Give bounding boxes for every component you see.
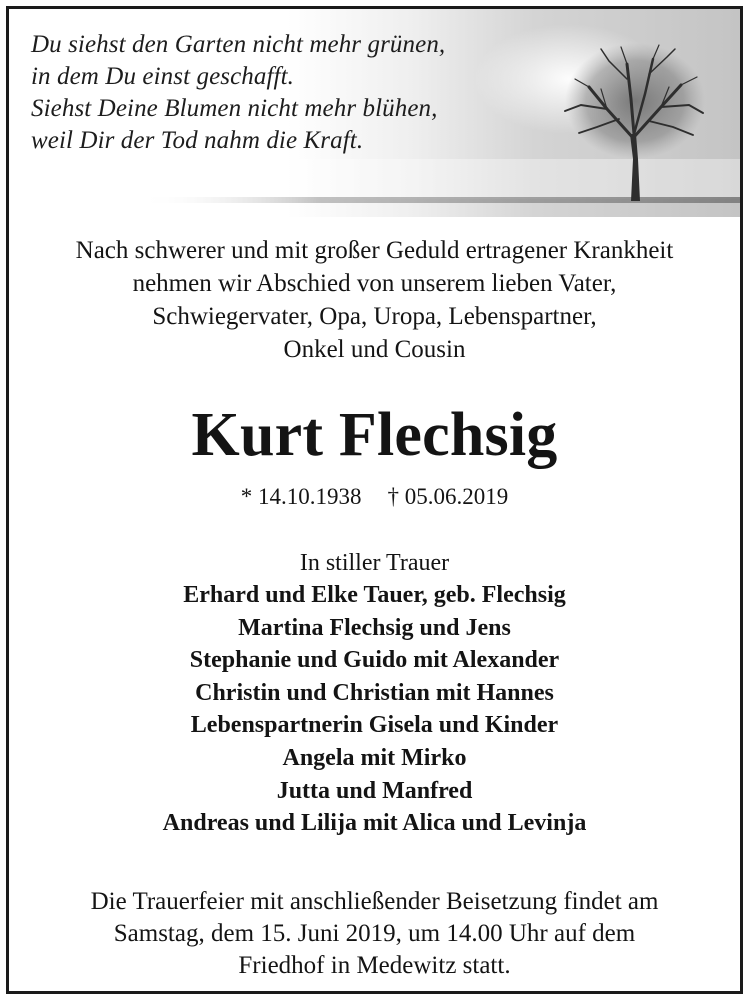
service-line: Samstag, dem 15. Juni 2019, um 14.00 Uhr auf dem bbox=[113, 920, 636, 947]
service-line: Die Trauerfeier mit anschließender Beisetzung findet am bbox=[90, 888, 659, 915]
deceased-name: Kurt Flechsig bbox=[191, 401, 558, 469]
poem-line: in dem Du einst geschafft. bbox=[31, 63, 294, 90]
death-date: † 05.06.2019 bbox=[387, 484, 509, 509]
mourner-name: Angela mit Mirko bbox=[282, 744, 467, 771]
header-banner bbox=[9, 9, 740, 217]
service-line: Friedhof in Medewitz statt. bbox=[238, 952, 511, 979]
mourner-name: Martina Flechsig und Jens bbox=[238, 614, 511, 641]
birth-date: * 14.10.1938 bbox=[240, 484, 362, 509]
obituary-notice bbox=[6, 6, 743, 994]
intro-line: Nach schwerer und mit großer Geduld ertragener Krankheit bbox=[75, 237, 674, 264]
poem-line: Siehst Deine Blumen nicht mehr blühen, bbox=[31, 95, 438, 122]
poem-line: Du siehst den Garten nicht mehr grünen, bbox=[31, 31, 446, 58]
intro-line: Onkel und Cousin bbox=[283, 336, 466, 363]
intro-line: nehmen wir Abschied von unserem lieben Vater, bbox=[132, 270, 617, 297]
intro-text bbox=[9, 234, 740, 366]
mourners-heading: In stiller Trauer bbox=[299, 550, 450, 576]
mourner-name: Jutta und Manfred bbox=[276, 777, 473, 804]
life-dates bbox=[9, 482, 740, 512]
poem-line: weil Dir der Tod nahm die Kraft. bbox=[31, 127, 364, 154]
mourner-name: Lebenspartnerin Gisela und Kinder bbox=[190, 712, 559, 739]
mourners-list bbox=[9, 579, 740, 840]
mourner-name: Erhard und Elke Tauer, geb. Flechsig bbox=[183, 582, 566, 608]
poem bbox=[31, 29, 445, 157]
mourner-name: Christin und Christian mit Hannes bbox=[195, 679, 554, 706]
mourner-name: Stephanie und Guido mit Alexander bbox=[189, 647, 560, 674]
mourner-name: Andreas und Lilija mit Alica und Levinja bbox=[162, 810, 587, 837]
funeral-service-info bbox=[9, 886, 740, 982]
intro-line: Schwiegervater, Opa, Uropa, Lebenspartner, bbox=[152, 303, 597, 330]
